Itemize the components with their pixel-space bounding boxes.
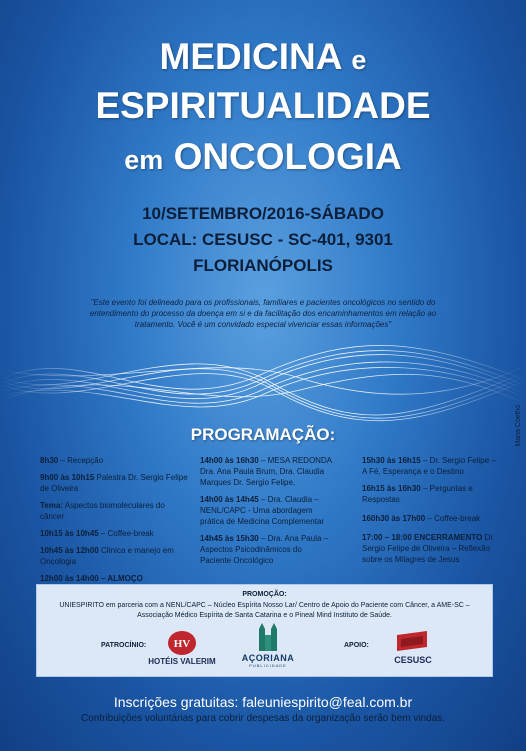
cesusc-logo <box>387 629 439 667</box>
program-text: – Dr. Sergio Felipe – A Fé, Esperança e o Destino <box>362 456 496 476</box>
donations-note: Contribuições voluntárias para cobrir despesas da organização serão bem vindas. <box>80 713 446 724</box>
program-item <box>40 455 190 466</box>
program-item <box>40 472 190 494</box>
program-time: 17:00 – 18:00 ENCERRAMENTO <box>362 533 483 542</box>
program-time: 12h00 às 14h00 <box>40 574 99 583</box>
title-oncologia: ONCOLOGIA <box>173 136 402 177</box>
program-item <box>362 532 502 565</box>
program-time: 15h30 às 16h15 <box>362 456 421 465</box>
event-date: 10/SETEMBRO/2016-SÁBADO <box>142 204 384 223</box>
registration-info: Inscrições gratuitas: faleuniespirito@feal.com.br <box>113 694 413 710</box>
valerim-name: HOTÉIS VALERIM <box>148 657 216 666</box>
program-time: 14h00 às 16h30 <box>200 456 259 465</box>
program-item <box>362 513 502 524</box>
title-line-3 <box>0 136 526 178</box>
program-time: 9h00 às 10h15 <box>40 473 95 482</box>
event-city: FLORIANÓPOLIS <box>193 256 333 275</box>
program-text: – Perguntas e Respostas <box>362 484 473 504</box>
program-item <box>362 483 502 505</box>
program-item <box>200 494 335 527</box>
title-em: em <box>124 145 164 175</box>
acoriana-church-icon <box>233 623 303 653</box>
program-time: 8h30 <box>40 456 59 465</box>
valerim-emblem-icon <box>147 629 217 657</box>
title-e: e <box>351 45 367 75</box>
program-title: PROGRAMAÇÃO: <box>190 425 336 444</box>
program-time: 16h15 às 16h30 <box>362 484 421 493</box>
sponsorship-label: PATROCÍNIO: <box>101 642 147 649</box>
promotion-panel <box>36 584 493 677</box>
acoriana-name: AÇORIANA <box>241 653 295 663</box>
program-text: Clínica e manejo em Oncologia <box>40 546 174 566</box>
svg-text:HV: HV <box>173 638 191 650</box>
hoteis-valerim-logo <box>147 629 217 669</box>
program-item <box>40 545 190 567</box>
program-time: 160h30 às 17h00 <box>362 514 426 523</box>
program-time: 14h00 às 14h45 <box>200 495 259 504</box>
cesusc-emblem-icon <box>387 629 439 655</box>
promotion-text: UNIESPIRITO em parceria com a NENL/CAPC – Núcleo Espírita Nosso Lar/ Centro de Apoio do Paciente com Câncer, a AME-SC – Associação Médico Espírita de Santa Catarina e o Pineal Mind Instituto de Saúde. <box>59 602 470 619</box>
program-time: 14h45 às 15h30 <box>200 534 259 543</box>
program-text: Aspectos biomoleculares do câncer <box>40 501 165 521</box>
intro-text: "Este evento foi delineado para os profissionais, familiares e pacientes oncológicos no sentido do entendimento do processo da doença em si e da facilitação dos encaminhamentos em relação ao tratamento. Você é um convidado especial vivenciar essas informações" <box>89 298 437 329</box>
program-time: Tema: <box>40 501 63 510</box>
title-line-2: ESPIRITUALIDADE <box>95 85 431 126</box>
event-location: LOCAL: CESUSC - SC-401, 9301 <box>133 230 393 249</box>
program-column-2 <box>200 455 335 572</box>
program-text: – Coffee-break <box>425 514 481 523</box>
program-item <box>200 533 335 566</box>
title-line-1 <box>0 36 526 78</box>
program-text: – Coffee-break <box>98 529 154 538</box>
title-medicina: MEDICINA <box>159 36 342 77</box>
program-item <box>40 528 190 539</box>
program-item <box>40 573 190 584</box>
program-text: – ALMOÇO <box>98 574 143 583</box>
program-time: 10h45 às 12h00 <box>40 546 99 555</box>
program-text: – MESA REDONDA Dra. Ana Paula Brum, Dra. Claudia Marques Dr. Sergio Felipe, <box>200 456 332 487</box>
program-item <box>200 455 335 488</box>
support-label: APOIO: <box>344 642 369 649</box>
photo-credit: Maria Coelho <box>515 405 522 447</box>
program-text: – Recepção <box>58 456 104 465</box>
acoriana-logo <box>233 623 303 669</box>
program-item <box>40 500 190 522</box>
program-column-3 <box>362 455 502 571</box>
program-text: Palestra Dr. Sergio Felipe de Oliveira <box>40 473 188 493</box>
program-item <box>362 455 502 477</box>
program-time: 10h15 às 10h45 <box>40 529 99 538</box>
program-text: – Dra. Claudia – NENL/CAPC - Uma abordagem prática de Medicina Complementar <box>200 495 325 526</box>
program-text: – Dra. Ana Paula – Aspectos Psicodinâmicos do Paciente Oncológico <box>200 534 329 565</box>
program-text: Dr. Sergio Felipe de Oliveira – Reflexão sobre os Milagres de Jesus <box>362 533 495 564</box>
promotion-heading: PROMOÇÃO: <box>242 591 287 598</box>
acoriana-subtitle: PUBLICIDADE <box>249 663 287 668</box>
program-column-1 <box>40 455 190 590</box>
cesusc-name: CESUSC <box>394 655 432 665</box>
